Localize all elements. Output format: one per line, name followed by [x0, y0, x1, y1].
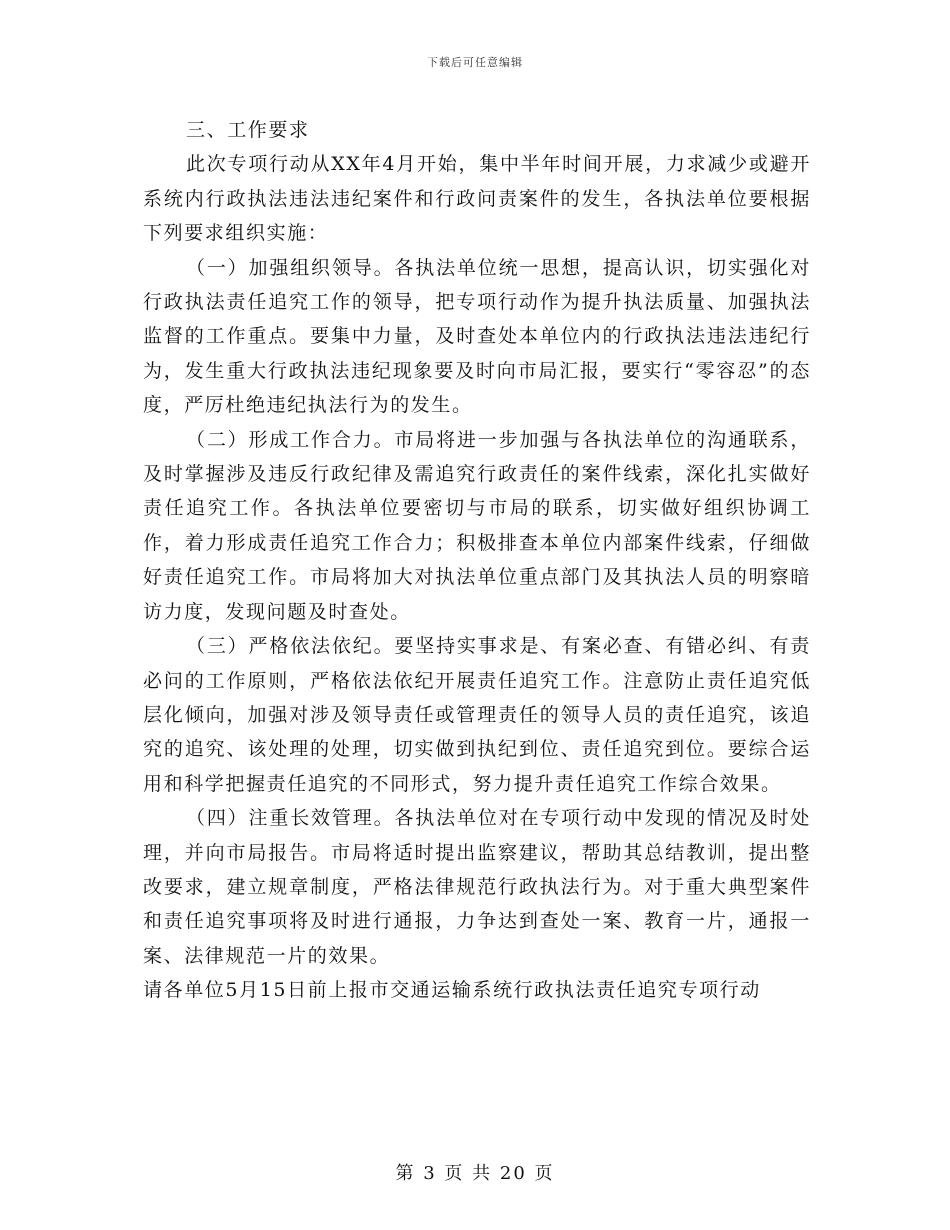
item-paragraph-4: （四）注重长效管理。各执法单位对在专项行动中发现的情况及时处理，并向市局报告。市局将适时提出监察建议，帮助其总结教训，提出整改要求，建立规章制度，严格法律规范行政执法行为。对于重大典型案件和责任追究事项将及时进行通报，力争达到查处一案、教育一片，通报一案、法律规范一片的效果。 [143, 807, 811, 967]
footer-prefix: 第 [395, 1163, 416, 1184]
page-header: 下载后可任意编辑 [427, 56, 523, 69]
item-paragraph-3: （三）严格依法依纪。要坚持实事求是、有案必查、有错必纠、有责必问的工作原则，严格依法依纪开展责任追究工作。注意防止责任追究低层化倾向，加强对涉及领导责任或管理责任的领导人员的责任追究，该追究的追究、该处理的处理，切实做到执纪到位、责任追究到位。要综合运用和科学把握责任追究的不同形式，努力提升责任追究工作综合效果。 [143, 635, 811, 795]
footer-total-pages: 20 [499, 1163, 527, 1184]
page-footer [0, 1159, 950, 1185]
intro-paragraph: 此次专项行动从XX年4月开始，集中半年时间开展，力求减少或避开系统内行政执法违法违纪案件和行政问责案件的发生，各执法单位要根据下列要求组织实施： [143, 153, 811, 245]
closing-paragraph: 请各单位5月15日前上报市交通运输系统行政执法责任追究专项行动 [143, 979, 761, 1002]
item-paragraph-1: （一）加强组织领导。各执法单位统一思想，提高认识，切实强化对行政执法责任追究工作的领导，把专项行动作为提升执法质量、加强执法监督的工作重点。要集中力量，及时查处本单位内的行政执法违法违纪行为，发生重大行政执法违纪现象要及时向市局汇报，要实行“零容忍”的态度，严厉杜绝违纪执法行为的发生。 [143, 256, 811, 417]
footer-middle: 页 共 [444, 1163, 493, 1184]
footer-suffix: 页 [534, 1163, 555, 1184]
item-paragraph-2: （二）形成工作合力。市局将进一步加强与各执法单位的沟通联系，及时掌握涉及违反行政纪律及需追究行政责任的案件线索，深化扎实做好责任追究工作。各执法单位要密切与市局的联系，切实做好组织协调工作，着力形成责任追究工作合力；积极排查本单位内部案件线索，仔细做好责任追究工作。市局将加大对执法单位重点部门及其执法人员的明察暗访力度，发现问题及时查处。 [143, 428, 811, 623]
document-body [143, 113, 811, 1008]
section-heading: 三、工作要求 [186, 119, 310, 141]
footer-current-page: 3 [423, 1163, 437, 1184]
